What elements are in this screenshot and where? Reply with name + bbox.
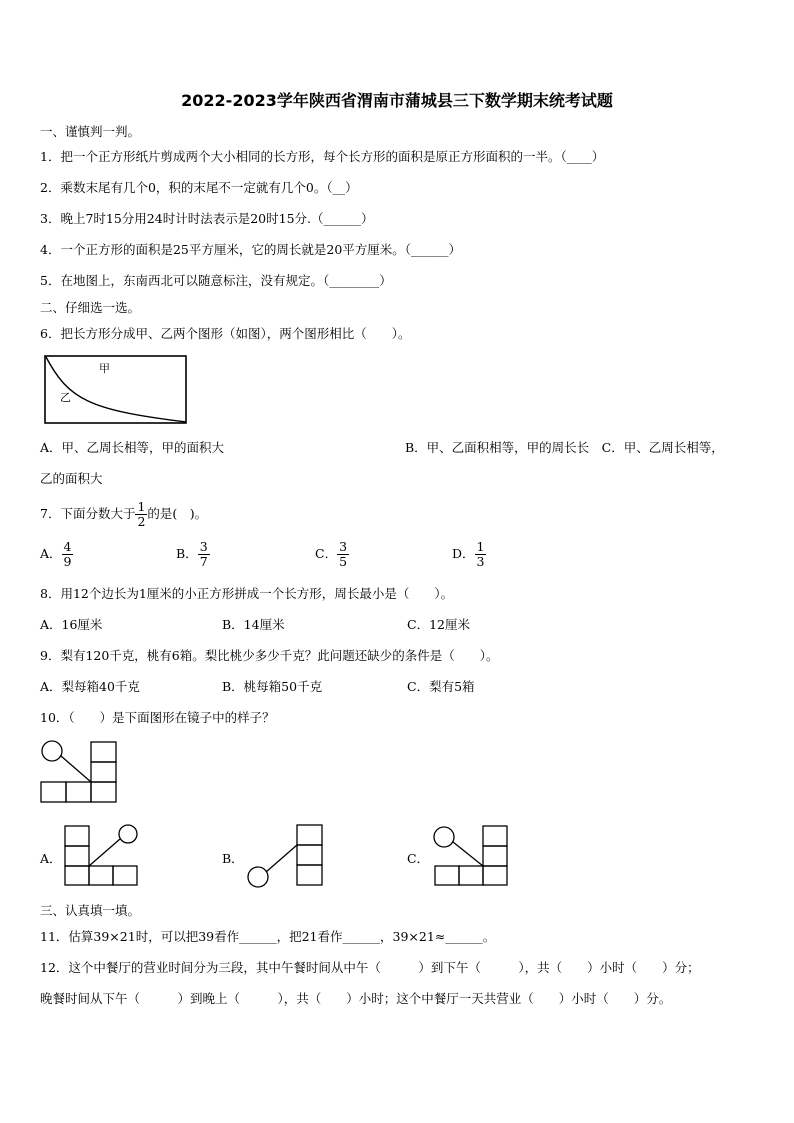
q10-option-b-label: B． xyxy=(222,851,244,866)
figure-square xyxy=(483,826,507,846)
judge-question-2: 2．乘数末尾有几个0，积的末尾不一定就有几个0。（__） xyxy=(40,180,358,195)
q10-option-c-figure xyxy=(432,824,512,888)
q9-option-c: C．梨有5箱 xyxy=(407,679,475,694)
figure-line xyxy=(61,756,91,782)
fraction-numerator: 1 xyxy=(137,499,146,514)
page-title: 2022-2023学年陕西省渭南市蒲城县三下数学期末统考试题 xyxy=(181,91,613,110)
figure-square xyxy=(91,742,116,762)
figure-line xyxy=(266,845,297,872)
section-heading-fill: 三、认真填一填。 xyxy=(40,903,141,918)
section-heading-judge: 一、谨慎判一判。 xyxy=(40,124,141,139)
fraction-numerator: 4 xyxy=(63,539,72,554)
figure-square xyxy=(483,846,507,866)
option-label: B． xyxy=(176,546,198,561)
figure-square xyxy=(66,782,91,802)
q6-option-bc: B．甲、乙面积相等，甲的周长长 C．甲、乙周长相等， xyxy=(405,440,724,455)
q7-stem-fraction xyxy=(135,500,147,529)
fraction-denominator: 9 xyxy=(63,554,72,569)
q10-option-c-label: C． xyxy=(407,851,430,866)
figure-square xyxy=(91,762,116,782)
fraction-denominator: 7 xyxy=(199,554,208,569)
q12-line-2: 晚餐时间从下午（ ）到晚上（ ），共（ ）小时；这个中餐厅一天共营业（ ）小时（ ）分。 xyxy=(40,991,672,1006)
figure-circle xyxy=(248,867,268,887)
q6-option-c-continued: 乙的面积大 xyxy=(40,471,103,486)
q7-option-d xyxy=(452,536,486,572)
q10-option-a-figure xyxy=(64,824,140,886)
q11-text: 11．估算39×21时，可以把39看作______，把21看作______，39×21≈______。 xyxy=(40,929,496,944)
q6-stem: 6．把长方形分成甲、乙两个图形（如图），两个图形相比（ ）。 xyxy=(40,326,411,341)
fraction-numerator: 3 xyxy=(199,539,208,554)
figure-square xyxy=(65,826,89,846)
figure-square xyxy=(91,782,116,802)
figure-square xyxy=(297,865,322,885)
q12-line-1: 12．这个中餐厅的营业时间分为三段，其中午餐时间从中午（ ）到下午（ ），共（ ）小时（ ）分； xyxy=(40,960,700,975)
q9-option-a: A．梨每箱40千克 xyxy=(40,679,140,694)
q10-original-figure xyxy=(40,740,120,804)
figure-square xyxy=(89,866,113,885)
option-fraction xyxy=(475,540,487,569)
figure-square xyxy=(435,866,459,885)
q6-option-a: A．甲、乙周长相等，甲的面积大 xyxy=(40,440,225,455)
fraction-denominator: 2 xyxy=(137,514,146,529)
option-fraction xyxy=(62,540,74,569)
option-label: D． xyxy=(452,546,475,561)
fraction-denominator: 5 xyxy=(339,554,348,569)
q7-stem xyxy=(40,495,207,533)
q8-stem: 8．用12个边长为1厘米的小正方形拼成一个长方形，周长最小是（ ）。 xyxy=(40,586,454,601)
option-fraction xyxy=(337,540,349,569)
figure-square xyxy=(41,782,66,802)
figure-circle xyxy=(119,825,137,843)
figure-circle xyxy=(434,827,454,847)
figure-square xyxy=(113,866,137,885)
figure-square xyxy=(65,846,89,866)
figure-circle xyxy=(42,741,62,761)
judge-question-5: 5．在地图上，东南西北可以随意标注，没有规定。（________） xyxy=(40,273,392,288)
q7-option-a xyxy=(40,536,73,572)
q9-option-b: B．桃每箱50千克 xyxy=(222,679,323,694)
figure-square xyxy=(297,825,322,845)
figure-square xyxy=(65,866,89,885)
q8-option-b: B．14厘米 xyxy=(222,617,285,632)
q8-option-a: A．16厘米 xyxy=(40,617,103,632)
section-heading-choose: 二、仔细选一选。 xyxy=(40,300,141,315)
figure-square xyxy=(483,866,507,885)
fraction-numerator: 3 xyxy=(339,539,348,554)
q7-option-b xyxy=(176,536,210,572)
judge-question-4: 4．一个正方形的面积是25平方厘米，它的周长就是20平方厘米。（______） xyxy=(40,242,462,257)
fraction-denominator: 3 xyxy=(476,554,485,569)
q7-option-c xyxy=(315,536,349,572)
figure-square xyxy=(459,866,483,885)
q7-stem-pre: 7．下面分数大于 xyxy=(40,506,136,521)
figure-line xyxy=(89,839,120,866)
figure-line xyxy=(453,842,483,866)
judge-question-1: 1．把一个正方形纸片剪成两个大小相同的长方形，每个长方形的面积是原正方形面积的一半。（____） xyxy=(40,149,605,164)
label-jia: 甲 xyxy=(99,362,110,375)
figure-square xyxy=(297,845,322,865)
q10-stem: 10．（ ）是下面图形在镜子中的样子？ xyxy=(40,710,275,725)
q7-stem-post: 的是( )。 xyxy=(147,506,208,521)
q9-stem: 9．梨有120千克，桃有6箱。梨比桃少多少千克？此问题还缺少的条件是（ ）。 xyxy=(40,648,499,663)
label-yi: 乙 xyxy=(60,391,71,404)
judge-question-3: 3．晚上7时15分用24时计时法表示是20时15分.（______） xyxy=(40,211,374,226)
q10-option-a-label: A． xyxy=(40,851,62,866)
fraction-numerator: 1 xyxy=(476,539,485,554)
option-fraction xyxy=(198,540,210,569)
option-label: C． xyxy=(315,546,338,561)
option-label: A． xyxy=(40,546,62,561)
q10-option-b-figure xyxy=(246,824,324,888)
q8-option-c: C．12厘米 xyxy=(407,617,470,632)
